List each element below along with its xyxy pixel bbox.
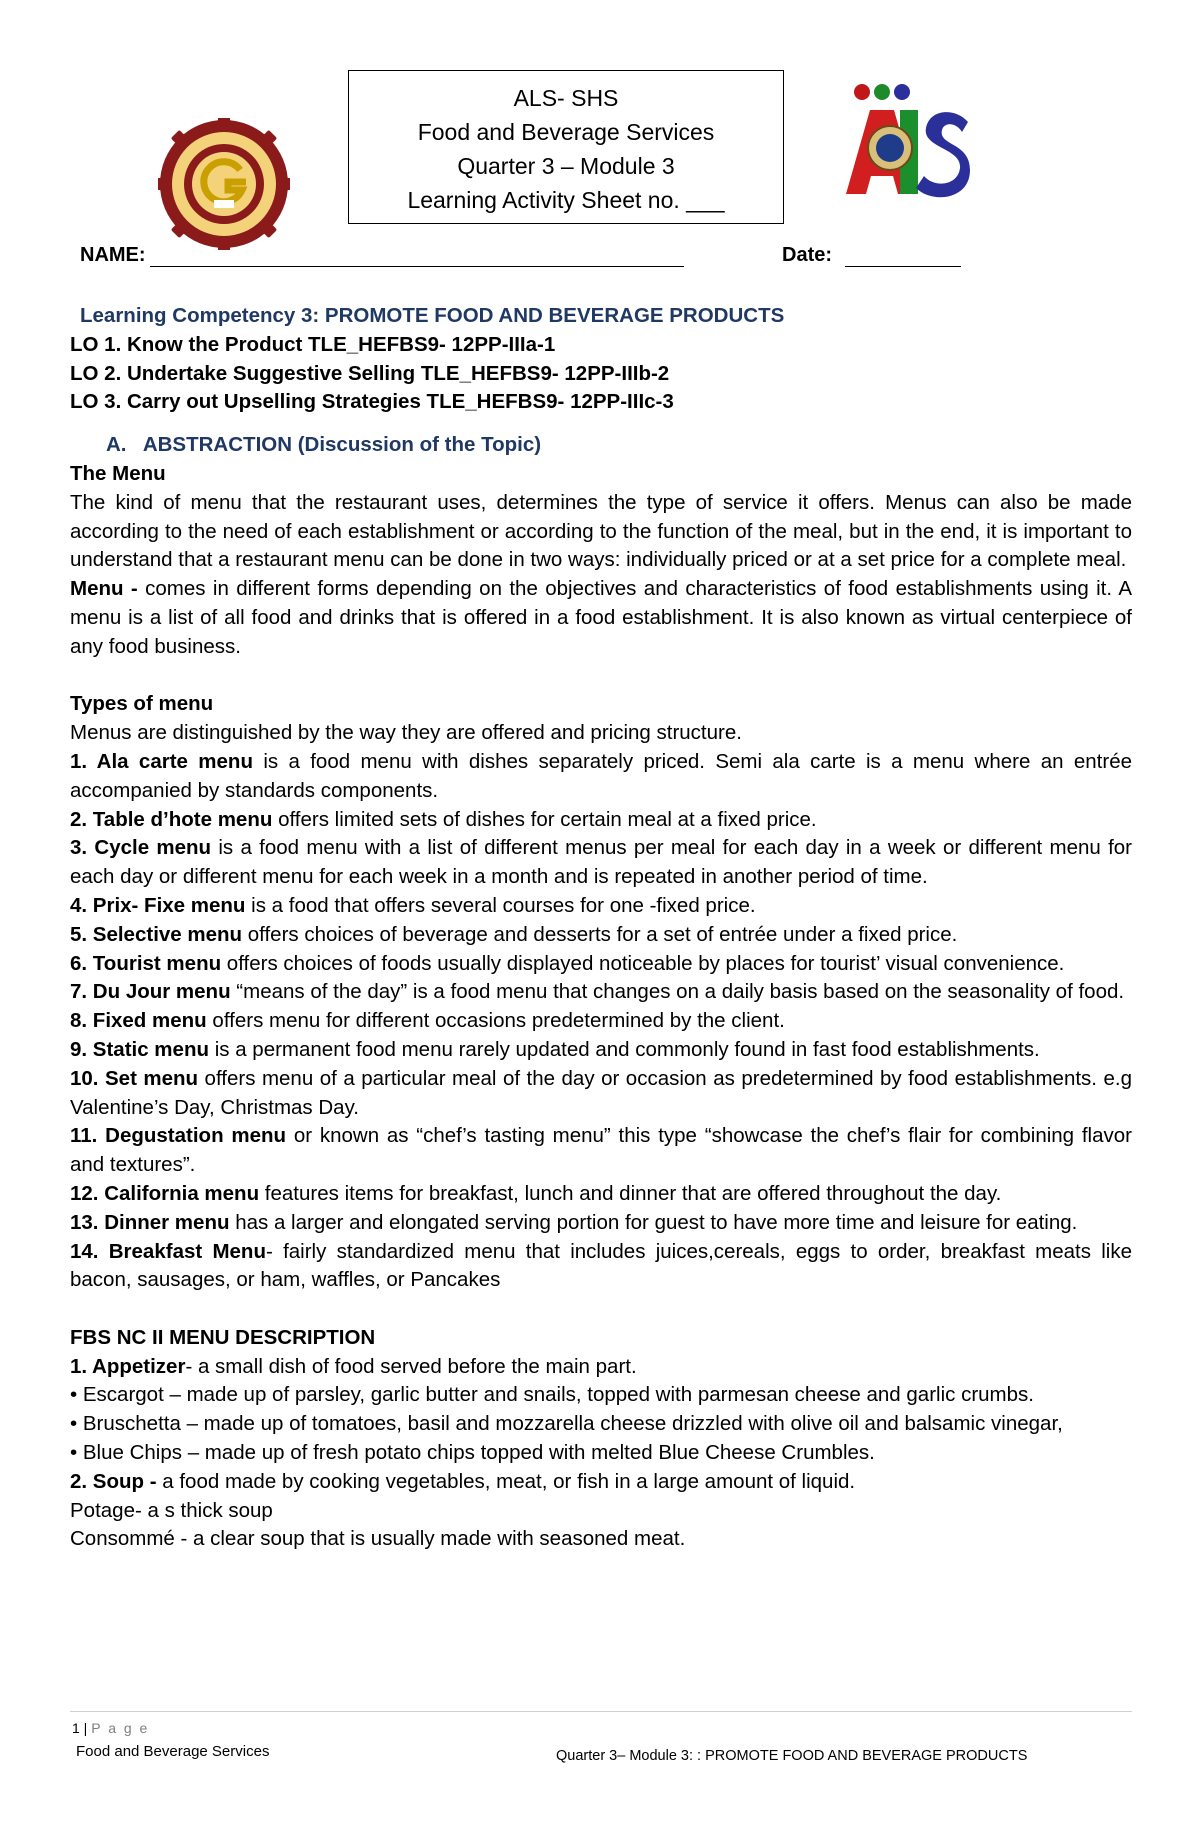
- list-item-text: “means of the day” is a food menu that changes on a daily basis based on the seasonality of food.: [230, 980, 1125, 1004]
- list-item-term: 6. Tourist menu: [70, 951, 222, 975]
- menu-definition-text: comes in different forms depending on the objectives and characteristics of food establishments using it. A menu is a list of all food and drinks that is offered in a food establishment. It is also known as virtual centerpiece of any food business.: [70, 577, 1132, 658]
- list-item-term: 13. Dinner menu: [70, 1210, 230, 1234]
- spacer: [70, 1295, 1132, 1324]
- bullet-item: • Escargot – made up of parsley, garlic butter and snails, topped with parmesan cheese and garlic crumbs.: [70, 1383, 1034, 1407]
- title-line: Food and Beverage Services: [417, 119, 715, 145]
- potage-line: Potage- a s thick soup: [70, 1498, 273, 1522]
- spacer: [70, 662, 1132, 691]
- menu-definition-term: Menu -: [70, 577, 138, 601]
- page-word: P a g e: [91, 1720, 150, 1736]
- list-item: [70, 978, 1132, 1007]
- list-item-term: 2. Table d’hote menu: [70, 807, 273, 831]
- footer-divider: [70, 1711, 1132, 1712]
- list-item: [70, 1122, 1132, 1180]
- list-item: [70, 1238, 1132, 1296]
- list-item-term: 1. Appetizer: [70, 1354, 186, 1378]
- title-line: Quarter 3 – Module 3: [457, 153, 675, 179]
- list-item: [70, 1065, 1132, 1123]
- list-item-term: 7. Du Jour menu: [70, 980, 231, 1004]
- learning-objective: LO 2. Undertake Suggestive Selling TLE_HEFBS9- 12PP-IIIb-2: [70, 361, 670, 385]
- page-number: [72, 1720, 149, 1736]
- types-intro: Menus are distinguished by the way they are offered and pricing structure.: [70, 721, 742, 745]
- list-item-term: 1. Ala carte menu: [70, 749, 253, 773]
- learning-objective: LO 3. Carry out Upselling Strategies TLE_HEFBS9- 12PP-IIIc-3: [70, 390, 674, 414]
- bullet-item: • Bruschetta – made up of tomatoes, basil and mozzarella cheese drizzled with olive oil and balsamic vinegar,: [70, 1412, 1063, 1436]
- list-item-text: is a food that offers several courses for one -fixed price.: [245, 893, 756, 917]
- list-item-text: is a permanent food menu rarely updated and commonly found in fast food establishments.: [209, 1037, 1040, 1061]
- list-item: [70, 1036, 1132, 1065]
- list-item: [70, 892, 1132, 921]
- list-item-text: offers choices of foods usually displayed noticeable by places for tourist’ visual convenience.: [221, 951, 1065, 975]
- abstraction-heading: A. ABSTRACTION (Discussion of the Topic): [106, 433, 542, 457]
- list-item: [70, 1209, 1132, 1238]
- list-item: [70, 950, 1132, 979]
- list-item: [70, 834, 1132, 892]
- list-item: [70, 1353, 1132, 1382]
- name-label: NAME:: [80, 244, 146, 266]
- learning-objective: LO 1. Know the Product TLE_HEFBS9- 12PP-IIIa-1: [70, 332, 556, 356]
- list-item-text: offers menu of a particular meal of the day or occasion as predetermined by food establishments. e.g Valentine’s Day, Christmas Day.: [70, 1066, 1132, 1119]
- list-item-term: 10. Set menu: [70, 1066, 199, 1090]
- list-item: [70, 921, 1132, 950]
- list-item-term: 3. Cycle menu: [70, 836, 212, 860]
- list-item-term: 12. California menu: [70, 1181, 260, 1205]
- school-seal-icon: [158, 118, 290, 250]
- list-item-text: offers choices of beverage and desserts for a set of entrée under a fixed price.: [242, 922, 958, 946]
- footer-module: Quarter 3– Module 3: : PROMOTE FOOD AND BEVERAGE PRODUCTS: [556, 1748, 1028, 1764]
- title-line: Learning Activity Sheet no. ___: [407, 187, 725, 213]
- main-content: [70, 302, 1132, 1554]
- list-item: [70, 1007, 1132, 1036]
- footer-subject: Food and Beverage Services: [76, 1743, 270, 1760]
- list-item: [70, 1180, 1132, 1209]
- list-item: [70, 806, 1132, 835]
- consomme-line: Consommé - a clear soup that is usually made with seasoned meat.: [70, 1527, 686, 1551]
- learning-competency-title: Learning Competency 3: PROMOTE FOOD AND BEVERAGE PRODUCTS: [80, 304, 785, 327]
- date-label: Date:: [782, 244, 833, 266]
- title-box: [348, 70, 784, 224]
- list-item-text: is a food menu with a list of different menus per meal for each day in a week or different menu for each day or different menu for each week in a month and is repeated in another period of time.: [70, 836, 1132, 889]
- list-item-term: 5. Selective menu: [70, 922, 243, 946]
- als-logo-icon: [844, 82, 970, 200]
- list-item-term: 8. Fixed menu: [70, 1009, 207, 1033]
- list-item: [70, 1468, 1132, 1497]
- list-item-text: a food made by cooking vegetables, meat, or fish in a large amount of liquid.: [156, 1469, 856, 1493]
- page-separator: |: [79, 1720, 92, 1736]
- title-line: ALS- SHS: [513, 85, 619, 111]
- page-number-value: 1: [72, 1720, 80, 1736]
- list-item: [70, 748, 1132, 806]
- list-item-term: 2. Soup -: [70, 1469, 157, 1493]
- list-item-text: offers menu for different occasions predetermined by the client.: [206, 1009, 785, 1033]
- name-field[interactable]: [150, 266, 684, 267]
- menu-paragraph: The kind of menu that the restaurant uses, determines the type of service it offers. Menus can also be made according to the need of each establishment or according to the function of the meal, but in the end, it is important to understand that a restaurant menu can be done in two ways: individually priced or at a set price for a complete meal.: [70, 490, 1132, 572]
- list-item-text: has a larger and elongated serving portion for guest to have more time and leisure for eating.: [229, 1210, 1078, 1234]
- list-item-text: - a small dish of food served before the main part.: [185, 1354, 637, 1378]
- list-item-term: 14. Breakfast Menu: [70, 1239, 266, 1263]
- list-item-text: features items for breakfast, lunch and dinner that are offered throughout the day.: [259, 1181, 1002, 1205]
- list-item-text: - fairly standardized menu that includes juices,cereals, eggs to order, breakfast meats like bacon, sausages, or ham, waffles, or Pancakes: [70, 1239, 1132, 1292]
- date-field[interactable]: [845, 266, 961, 267]
- list-item-term: 4. Prix- Fixe menu: [70, 893, 246, 917]
- list-item-text: is a food menu with dishes separately priced. Semi ala carte is a menu where an entrée accompanied by standards components.: [70, 749, 1132, 802]
- menu-definition: [70, 575, 1132, 661]
- types-heading: Types of menu: [70, 692, 214, 716]
- bullet-item: • Blue Chips – made up of fresh potato chips topped with melted Blue Cheese Crumbles.: [70, 1441, 875, 1465]
- menu-heading: The Menu: [70, 461, 166, 485]
- list-item-term: 11. Degustation menu: [70, 1124, 287, 1148]
- list-item-term: 9. Static menu: [70, 1037, 209, 1061]
- list-item-text: or known as “chef’s tasting menu” this type “showcase the chef’s flair for combining flavor and textures”.: [70, 1124, 1132, 1177]
- list-item-text: offers limited sets of dishes for certain meal at a fixed price.: [272, 807, 817, 831]
- fbs-heading: FBS NC II MENU DESCRIPTION: [70, 1325, 376, 1349]
